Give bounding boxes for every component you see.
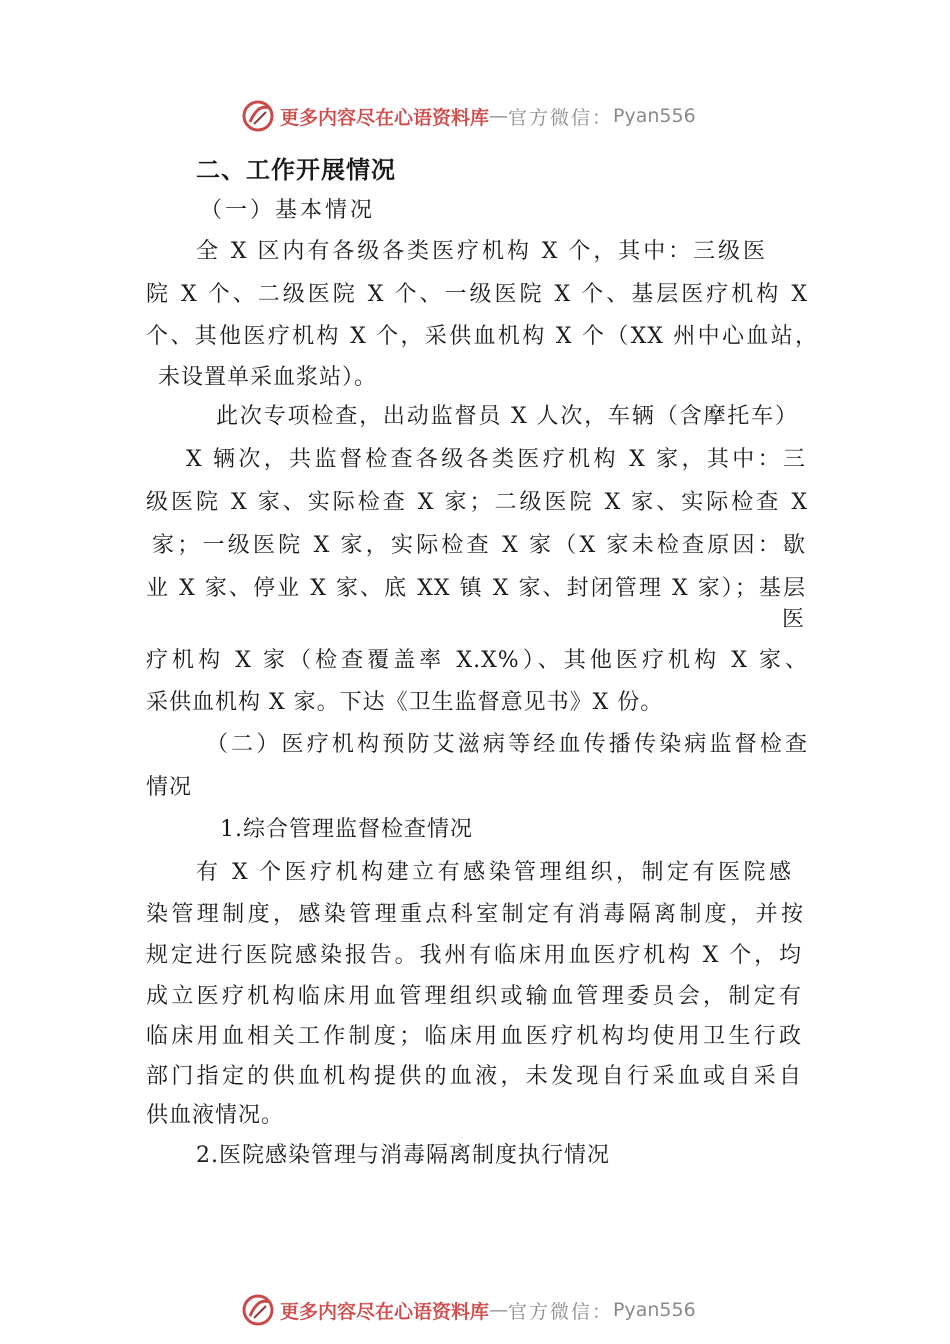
brand-logo-icon xyxy=(240,98,276,134)
paragraph-line: 院 X 个、二级医院 X 个、一级医院 X 个、基层医疗机构 X xyxy=(146,282,808,307)
paragraph-line: 级医院 X 家、实际检查 X 家；二级医院 X 家、实际检查 X xyxy=(146,490,808,515)
header-banner xyxy=(240,96,696,136)
item-heading-2: 2.医院感染管理与消毒隔离制度执行情况 xyxy=(196,1143,610,1168)
paragraph-line: 规定进行医院感染报告。我州有临床用血医疗机构 X 个，均 xyxy=(146,943,802,968)
paragraph-line: 个、其他医疗机构 X 个，采供血机构 X 个（XX 州中心血站， xyxy=(146,324,818,349)
paragraph-line: 染管理制度，感染管理重点科室制定有消毒隔离制度，并按 xyxy=(146,902,804,927)
paragraph-line: 采供血机构 X 家。下达《卫生监督意见书》X 份。 xyxy=(146,690,664,715)
paragraph-line: 供血液情况。 xyxy=(146,1103,285,1128)
banner-wechat-id: Pyan556 xyxy=(613,1299,696,1321)
subsection-heading-aids: （二）医疗机构预防艾滋病等经血传播传染病监督检查 xyxy=(206,732,808,757)
paragraph-line-wrap: 医 xyxy=(782,607,806,632)
subsection-heading-wrap: 情况 xyxy=(146,775,193,800)
banner-dash: — xyxy=(489,1299,509,1321)
paragraph-line: 部门指定的供血机构提供的血液，未发现自行采血或自采自 xyxy=(146,1064,802,1089)
paragraph-line: 临床用血相关工作制度；临床用血医疗机构均使用卫生行政 xyxy=(146,1024,802,1049)
paragraph-line: 有 X 个医疗机构建立有感染管理组织，制定有医院感 xyxy=(196,860,792,885)
banner-brand-text: 更多内容尽在心语资料库 xyxy=(280,1300,490,1323)
paragraph-line: 疗机构 X 家（检查覆盖率 X.X%）、其他医疗机构 X 家、 xyxy=(146,648,808,673)
footer-banner xyxy=(240,1290,696,1330)
paragraph-line: 全 X 区内有各级各类医疗机构 X 个，其中：三级医 xyxy=(196,239,766,264)
paragraph-line: 此次专项检查，出动监督员 X 人次，车辆（含摩托车） xyxy=(216,404,798,429)
banner-wechat-id: Pyan556 xyxy=(613,105,696,127)
brand-logo-icon xyxy=(240,1292,276,1328)
paragraph-line: 未设置单采血浆站）。 xyxy=(158,365,378,390)
paragraph-line: 家；一级医院 X 家，实际检查 X 家（X 家未检查原因：歇 xyxy=(152,533,806,558)
paragraph-line: 业 X 家、停业 X 家、底 XX 镇 X 家、封闭管理 X 家）；基层 xyxy=(146,576,806,601)
banner-brand-text: 更多内容尽在心语资料库 xyxy=(280,106,490,129)
banner-dash: — xyxy=(489,105,509,127)
item-heading-1: 1.综合管理监督检查情况 xyxy=(220,817,473,842)
section-heading: 二、工作开展情况 xyxy=(196,156,396,184)
banner-wechat-label: 官方微信： xyxy=(508,106,614,129)
paragraph-line: X 辆次，共监督检查各级各类医疗机构 X 家，其中：三 xyxy=(186,447,806,472)
subsection-heading-basic: （一）基本情况 xyxy=(200,198,376,223)
banner-wechat-label: 官方微信： xyxy=(508,1300,614,1323)
paragraph-line: 成立医疗机构临床用血管理组织或输血管理委员会，制定有 xyxy=(146,984,802,1009)
